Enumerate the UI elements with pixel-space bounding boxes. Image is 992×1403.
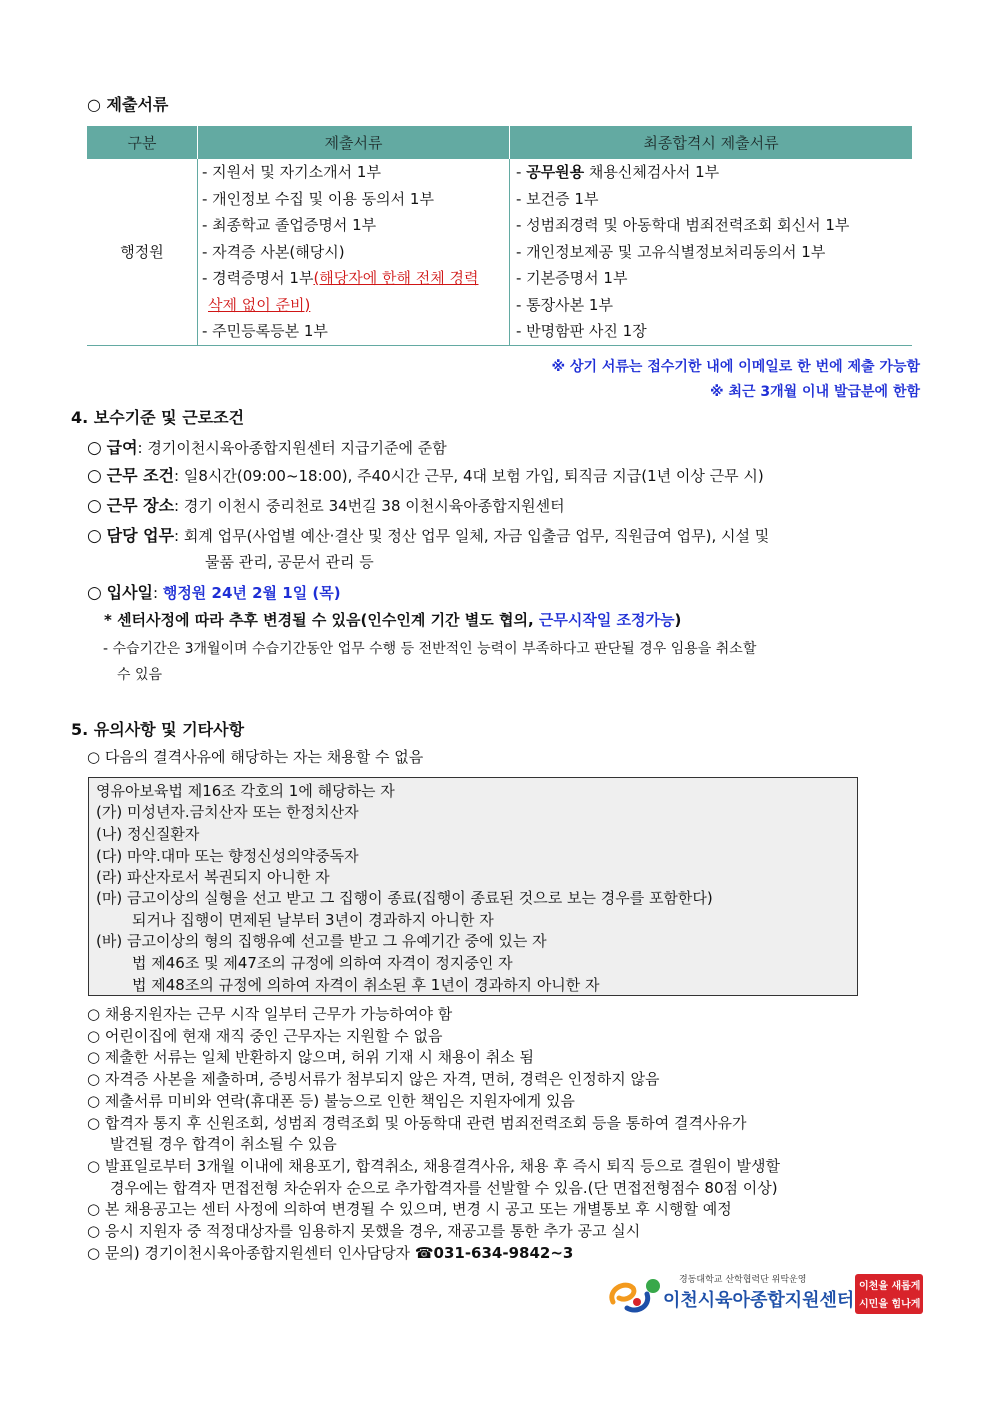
final-item-rest: 채용신체검사서 1부 [584,163,720,181]
start-note-highlight: 근무시작일 조정가능 [538,611,675,629]
duty-text-cont: 물품 관리, 공문서 관리 등 [205,553,374,571]
doc-item: - 최종학교 졸업증명서 1부 [202,216,377,234]
note-item: ○ 제출한 서류는 일체 반환하지 않으며, 허위 기재 시 채용이 취소 됨 [87,1048,535,1066]
probation-line-2: 수 있음 [117,667,163,683]
submission-table [87,126,912,346]
doc-item: - 개인정보 수집 및 이용 동의서 1부 [202,189,434,208]
disq-item: (마) 금고이상의 실형을 선고 받고 그 집행이 종료(집행이 종료된 것으로 보는 경우를 포함한다) [96,889,713,907]
salary-label: 급여 [106,438,138,457]
career-note-text: 삭제 없이 준비) [208,295,311,314]
contact-text: ○ 문의) 경기이천시육아종합지원센터 인사담당자 [87,1244,415,1262]
note-item: ○ 발표일로부터 3개월 이내에 채용포기, 합격취소, 채용결격사유, 채용 후 즉시 퇴직 등으로 결원이 발생할 [87,1157,781,1175]
final-item: - 보건증 1부 [516,189,599,208]
career-note: (해당자에 한해 전체 경력 [313,269,479,287]
table-cell-category: 행정원 [87,159,198,345]
doc-item: - 자격증 사본(해당시) [202,242,345,261]
submission-note-1: ※ 상기 서류는 접수기한 내에 이메일로 한 번에 제출 가능함 [551,359,920,375]
note-item: ○ 채용지원자는 근무 시작 일부터 근무가 가능하여야 함 [87,1005,453,1023]
swirl-logo-icon [607,1272,667,1316]
contact-phone: ☎031-634-9842~3 [414,1244,574,1262]
final-item: - 반명함판 사진 1장 [516,322,647,340]
doc-item: - 지원서 및 자기소개서 1부 [202,163,381,181]
disq-item: (가) 미성년자.금치산자 또는 한정치산자 [96,803,359,821]
note-item: ○ 응시 지원자 중 적정대상자를 임용하지 못했을 경우, 재공고를 통한 추가 공고 실시 [87,1222,641,1240]
disq-item: (나) 정신질환자 [96,825,200,843]
submission-heading: ○ 제출서류 [87,95,169,114]
table-cell-docs [198,159,510,345]
logo-operator: 경동대학교 산학협력단 위탁운영 [679,1275,807,1285]
salary-line [87,435,447,458]
bullet-circle-icon: ○ [87,438,102,458]
table-header-final: 최종합격시 제출서류 [510,126,913,159]
note-item: ○ 본 채용공고는 센터 사정에 의하여 변경될 수 있으며, 변경 시 공고 또는 개별통보 후 시행할 예정 [87,1200,732,1218]
place-line [87,493,565,516]
table-cell-final [510,159,913,345]
start-colon: : [153,584,163,602]
disq-item: 법 제46조 및 제47조의 규정에 의하여 자격이 정지중인 자 [132,954,513,972]
salary-text: : 경기이천시육아종합지원센터 지급기준에 준함 [137,439,447,457]
note-item: ○ 제출서류 미비와 연락(휴대폰 등) 불능으로 인한 책임은 지원자에게 있음 [87,1092,575,1110]
disq-item: 되거나 집행이 면제된 날부터 3년이 경과하지 아니한 자 [132,911,494,929]
start-note-close: ) [674,611,682,629]
section5-title: 5. 유의사항 및 기타사항 [71,720,245,739]
bullet-circle-icon: ○ [87,583,102,603]
work-line [87,463,764,486]
final-item-bold: 공무원용 [526,163,585,181]
start-value: 행정원 24년 2월 1일 (목) [162,584,341,602]
doc-item-career [202,265,509,292]
final-item [516,159,912,186]
section5-intro: ○ 다음의 결격사유에 해당하는 자는 채용할 수 없음 [87,748,424,766]
doc-item: - 경력증명서 1부 [202,269,314,287]
place-text: : 경기 이천시 중리천로 34번길 38 이천시육아종합지원센터 [174,497,565,515]
probation-line-1: - 수습기간은 3개월이며 수습기간동안 업무 수행 등 전반적인 능력이 부족하다고 판단될 경우 임용을 취소할 [103,641,757,657]
note-item: ○ 어린이집에 현재 재직 중인 근무자는 지원할 수 없음 [87,1027,443,1045]
start-note [104,609,681,630]
disq-item: (다) 마약.대마 또는 향정신성의약중독자 [96,847,359,865]
slogan-badge [855,1274,923,1314]
start-label: 입사일 [106,583,153,602]
disq-item: 법 제48조의 규정에 의하여 자격이 취소된 후 1년이 경과하지 아니한 자 [132,976,600,994]
contact-line [87,1242,573,1263]
disq-item: (라) 파산자로서 복권되지 아니한 자 [96,868,330,886]
work-label: 근무 조건 [106,466,175,485]
center-logo [607,1270,927,1316]
final-item-prefix: - [516,163,527,181]
place-label: 근무 장소 [106,496,175,515]
note-item-cont: 발견될 경우 합격이 취소될 수 있음 [110,1135,337,1153]
bullet-circle-icon: ○ [87,526,102,546]
duty-line [87,523,769,546]
section4-title: 4. 보수기준 및 근로조건 [71,408,245,427]
final-item: - 성범죄경력 및 아동학대 범죄전력조회 회신서 1부 [516,216,850,234]
final-item: - 개인정보제공 및 고유식별정보처리동의서 1부 [516,242,826,261]
start-note-text: * 센터사정에 따라 추후 변경될 수 있음(인수인계 기간 별도 협의, [104,611,539,629]
disq-item: (바) 금고이상의 형의 집행유예 선고를 받고 그 유예기간 중에 있는 자 [96,932,547,950]
table-header-docs: 제출서류 [198,126,510,159]
career-note-cont [202,292,509,319]
doc-item: - 주민등록등본 1부 [202,322,328,340]
note-item: ○ 자격증 사본을 제출하며, 증빙서류가 첨부되지 않은 자격, 면허, 경력은 인정하지 않음 [87,1070,660,1088]
slogan-line-1: 이천을 새롭게 [859,1281,921,1292]
bullet-circle-icon: ○ [87,496,102,516]
duty-label: 담당 업무 [106,526,175,545]
submission-note-2: ※ 최근 3개월 이내 발급분에 한함 [709,384,920,400]
start-line [87,580,341,603]
disqualification-box [88,777,858,996]
duty-text: : 회계 업무(사업별 예산·결산 및 정산 업무 일체, 자금 입출금 업무, 직원급여 업무), 시설 및 [174,527,770,545]
final-item: - 기본증명서 1부 [516,269,628,287]
bullet-circle-icon: ○ [87,466,102,486]
logo-name: 이천시육아종합지원센터 [663,1290,855,1311]
slogan-line-2: 시민을 힘나게 [859,1299,921,1310]
work-text: : 일8시간(09:00~18:00), 주40시간 근무, 4대 보험 가입, 퇴직금 지급(1년 이상 근무 시) [174,467,764,485]
final-item: - 통장사본 1부 [516,295,613,314]
table-header-category: 구분 [87,126,198,159]
disq-item: 영유아보육법 제16조 각호의 1에 해당하는 자 [96,782,395,800]
note-item: ○ 합격자 통지 후 신원조회, 성범죄 경력조회 및 아동학대 관련 범죄전력조회 등을 통하여 결격사유가 [87,1114,747,1132]
note-item-cont: 경우에는 합격자 면접전형 차순위자 순으로 추가합격자를 선발할 수 있음.(단 면접전형점수 80점 이상) [110,1179,778,1197]
